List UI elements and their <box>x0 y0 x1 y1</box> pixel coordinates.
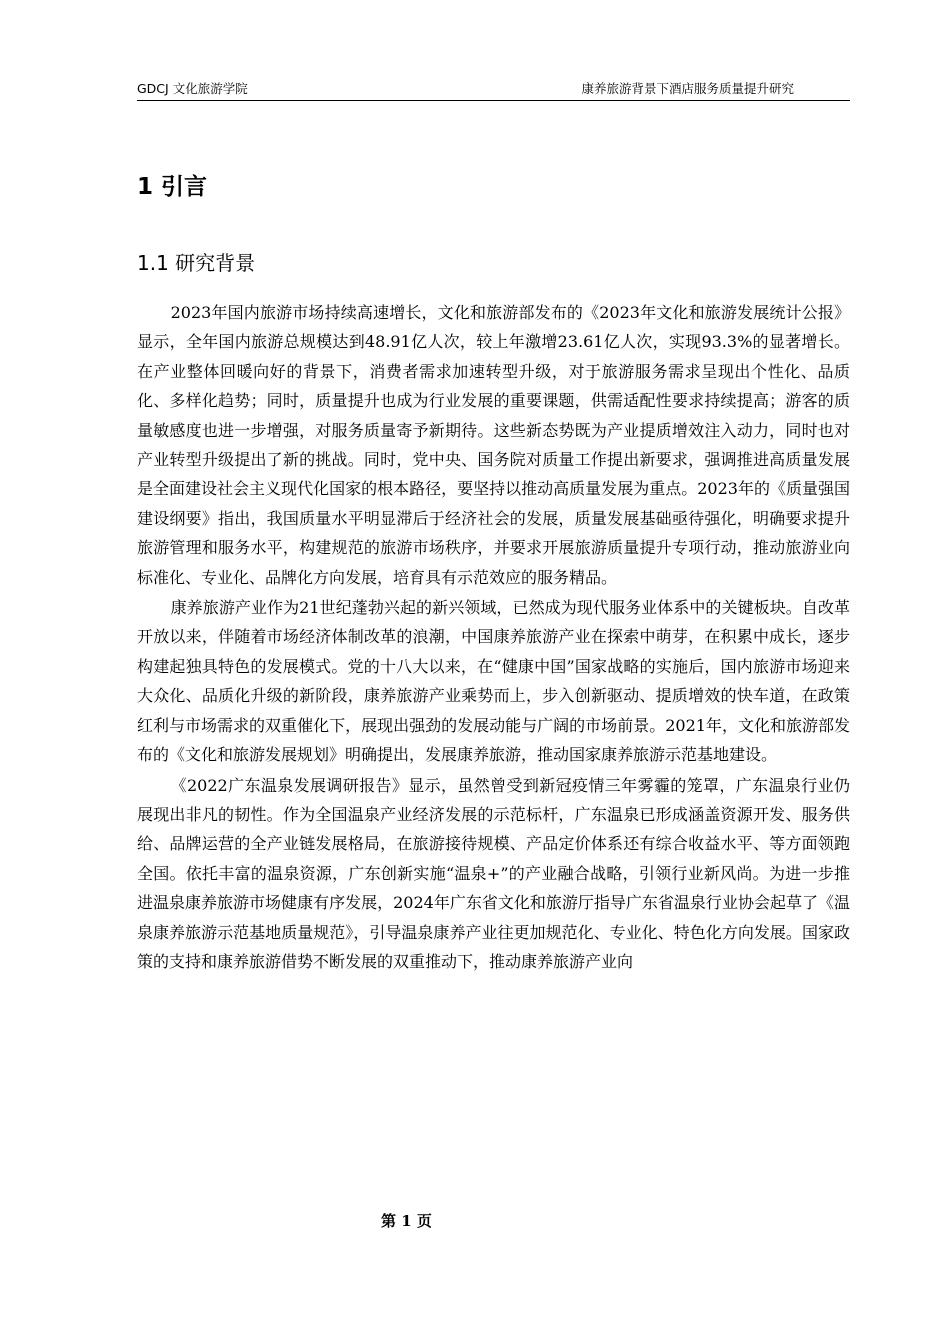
page-number: 第 1 页 <box>381 1212 432 1230</box>
body-text <box>137 298 850 977</box>
chapter-title: 1 引言 <box>137 174 208 200</box>
paragraph: 康养旅游产业作为21世纪蓬勃兴起的新兴领域，已然成为现代服务业体系中的关键板块。自改革开放以来，伴随着市场经济体制改革的浪潮，中国康养旅游产业在探索中萌芽，在积累中成长，逐步构建起独具特色的发展模式。党的十八大以来，在“健康中国”国家战略的实施后，国内旅游市场迎来大众化、品质化升级的新阶段，康养旅游产业乘势而上，步入创新驱动、提质增效的快车道，在政策红利与市场需求的双重催化下，展现出强劲的发展动能与广阔的市场前景。2021年，文化和旅游部发布的《文化和旅游发展规划》明确提出，发展康养旅游，推动国家康养旅游示范基地建设。 <box>137 598 850 765</box>
paragraph: 2023年国内旅游市场持续高速增长，文化和旅游部发布的《2023年文化和旅游发展统计公报》显示，全年国内旅游总规模达到48.91亿人次，较上年激增23.61亿人次，实现93.3%的显著增长。在产业整体回暖向好的背景下，消费者需求加速转型升级，对于旅游服务需求呈现出个性化、品质化、多样化趋势；同时，质量提升也成为行业发展的重要课题，供需适配性要求持续提高；游客的质量敏感度也进一步增强，对服务质量寄予新期待。这些新态势既为产业提质增效注入动力，同时也对产业转型升级提出了新的挑战。同时，党中央、国务院对质量工作提出新要求，强调推进高质量发展是全面建设社会主义现代化国家的根本路径，要坚持以推动高质量发展为重点。2023年的《质量强国建设纲要》指出，我国质量水平明显滞后于经济社会的发展，质量发展基础亟待强化，明确要求提升旅游管理和服务水平，构建规范的旅游市场秩序，并要求开展旅游质量提升专项行动，推动旅游业向标准化、专业化、品牌化方向发展，培育具有示范效应的服务精品。 <box>137 303 850 587</box>
header-institution: GDCJ 文化旅游学院 <box>137 81 248 96</box>
page-header <box>137 79 850 99</box>
header-thesis-title: 康养旅游背景下酒店服务质量提升研究 <box>581 81 794 96</box>
header-divider <box>137 100 850 101</box>
section-title: 1.1 研究背景 <box>137 251 256 275</box>
paragraph: 《2022广东温泉发展调研报告》显示，虽然曾受到新冠疫情三年雾霾的笼罩，广东温泉行业仍展现出非凡的韧性。作为全国温泉产业经济发展的示范标杆，广东温泉已形成涵盖资源开发、服务供给、品牌运营的全产业链发展格局，在旅游接待规模、产品定价体系还有综合收益水平、等方面领跑全国。依托丰富的温泉资源，广东创新实施“温泉+”的产业融合战略，引领行业新风尚。为进一步推进温泉康养旅游市场健康有序发展，2024年广东省文化和旅游厅指导广东省温泉行业协会起草了《温泉康养旅游示范基地质量规范》，引导温泉康养产业往更加规范化、专业化、特色化方向发展。国家政策的支持和康养旅游借势不断发展的双重推动下，推动康养旅游产业向 <box>137 775 850 971</box>
